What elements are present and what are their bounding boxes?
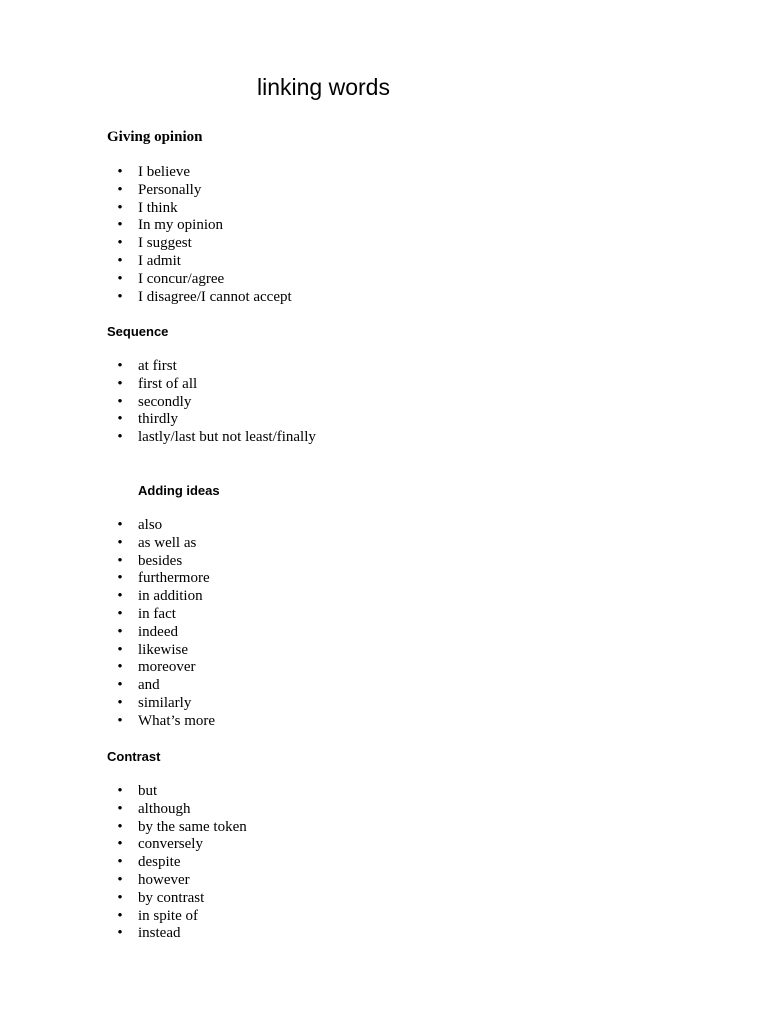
bullet-icon: • bbox=[117, 659, 123, 676]
list-item-text: despite bbox=[138, 854, 181, 871]
section-heading-contrast: Contrast bbox=[107, 749, 161, 764]
list-item-text: similarly bbox=[138, 694, 192, 711]
bullet-icon: • bbox=[117, 641, 123, 658]
list-item-text: lastly/last but not least/finally bbox=[138, 429, 316, 446]
list-item-text: likewise bbox=[138, 641, 188, 658]
page-title: linking words bbox=[257, 74, 390, 100]
list-item bbox=[107, 200, 292, 218]
list-item bbox=[107, 553, 215, 571]
list-item bbox=[107, 836, 247, 854]
adding-ideas-list bbox=[107, 517, 215, 731]
list-item bbox=[107, 854, 247, 872]
list-item bbox=[107, 819, 247, 837]
list-item-text: although bbox=[138, 800, 191, 817]
bullet-icon: • bbox=[117, 871, 123, 888]
bullet-icon: • bbox=[117, 907, 123, 924]
bullet-icon: • bbox=[117, 393, 123, 410]
section-heading-adding-ideas: Adding ideas bbox=[138, 483, 220, 498]
list-item bbox=[107, 358, 316, 376]
list-item bbox=[107, 235, 292, 253]
bullet-icon: • bbox=[117, 235, 123, 252]
list-item bbox=[107, 570, 215, 588]
bullet-icon: • bbox=[117, 252, 123, 269]
bullet-icon: • bbox=[117, 358, 123, 374]
list-item-text: instead bbox=[138, 925, 181, 942]
list-item-text: secondly bbox=[138, 393, 192, 410]
list-item bbox=[107, 695, 215, 713]
list-item bbox=[107, 659, 215, 677]
list-item-text: I admit bbox=[138, 252, 181, 269]
list-item bbox=[107, 606, 215, 624]
list-item bbox=[107, 713, 215, 731]
bullet-icon: • bbox=[117, 800, 123, 817]
list-item-text: I disagree/I cannot accept bbox=[138, 288, 292, 305]
list-item-text: Personally bbox=[138, 181, 202, 198]
list-item bbox=[107, 217, 292, 235]
bullet-icon: • bbox=[117, 411, 123, 428]
bullet-icon: • bbox=[117, 836, 123, 853]
list-item-text: I think bbox=[138, 199, 178, 216]
list-item bbox=[107, 588, 215, 606]
list-item-text: moreover bbox=[138, 659, 196, 676]
bullet-icon: • bbox=[117, 217, 123, 234]
list-item-text: in fact bbox=[138, 605, 176, 622]
bullet-icon: • bbox=[117, 429, 123, 446]
list-item-text: What’s more bbox=[138, 712, 216, 729]
bullet-icon: • bbox=[117, 270, 123, 287]
list-item-text: but bbox=[138, 783, 158, 799]
list-item-text: however bbox=[138, 871, 190, 888]
giving-opinion-list bbox=[107, 164, 292, 306]
list-item-text: as well as bbox=[138, 534, 197, 551]
list-item-text: furthermore bbox=[138, 570, 210, 587]
list-item bbox=[107, 642, 215, 660]
bullet-icon: • bbox=[117, 517, 123, 533]
bullet-icon: • bbox=[117, 677, 123, 694]
bullet-icon: • bbox=[117, 623, 123, 640]
list-item-text: in spite of bbox=[138, 907, 198, 924]
bullet-icon: • bbox=[117, 375, 123, 392]
list-item bbox=[107, 429, 316, 447]
list-item bbox=[107, 925, 247, 943]
list-item-text: also bbox=[138, 517, 163, 533]
list-item bbox=[107, 289, 292, 307]
list-item bbox=[107, 394, 316, 412]
list-item-text: by the same token bbox=[138, 818, 247, 835]
list-item-text: conversely bbox=[138, 836, 203, 853]
list-item bbox=[107, 411, 316, 429]
list-item-text: by contrast bbox=[138, 889, 205, 906]
bullet-icon: • bbox=[117, 818, 123, 835]
bullet-icon: • bbox=[117, 588, 123, 605]
list-item-text: thirdly bbox=[138, 411, 178, 428]
list-item bbox=[107, 182, 292, 200]
list-item bbox=[107, 376, 316, 394]
bullet-icon: • bbox=[117, 925, 123, 942]
bullet-icon: • bbox=[117, 605, 123, 622]
list-item bbox=[107, 677, 215, 695]
bullet-icon: • bbox=[117, 199, 123, 216]
section-heading-sequence: Sequence bbox=[107, 324, 169, 339]
bullet-icon: • bbox=[117, 181, 123, 198]
list-item bbox=[107, 908, 247, 926]
sequence-list bbox=[107, 358, 316, 447]
list-item bbox=[107, 801, 247, 819]
list-item bbox=[107, 271, 292, 289]
list-item-text: I believe bbox=[138, 164, 191, 180]
list-item-text: at first bbox=[138, 358, 177, 374]
bullet-icon: • bbox=[117, 288, 123, 305]
list-item-text: first of all bbox=[138, 375, 198, 392]
bullet-icon: • bbox=[117, 694, 123, 711]
bullet-icon: • bbox=[117, 783, 123, 799]
list-item bbox=[107, 872, 247, 890]
list-item-text: besides bbox=[138, 552, 183, 569]
bullet-icon: • bbox=[117, 570, 123, 587]
bullet-icon: • bbox=[117, 552, 123, 569]
bullet-icon: • bbox=[117, 854, 123, 871]
list-item-text: I suggest bbox=[138, 235, 192, 252]
list-item bbox=[107, 253, 292, 271]
list-item-text: indeed bbox=[138, 623, 178, 640]
bullet-icon: • bbox=[117, 889, 123, 906]
list-item-text: and bbox=[138, 677, 160, 694]
bullet-icon: • bbox=[117, 534, 123, 551]
list-item bbox=[107, 890, 247, 908]
bullet-icon: • bbox=[117, 712, 123, 729]
contrast-list bbox=[107, 783, 247, 943]
section-heading-giving-opinion: Giving opinion bbox=[107, 129, 203, 145]
bullet-icon: • bbox=[117, 164, 123, 180]
list-item-text: in addition bbox=[138, 588, 203, 605]
list-item bbox=[107, 783, 247, 801]
list-item bbox=[107, 535, 215, 553]
list-item bbox=[107, 164, 292, 182]
list-item bbox=[107, 517, 215, 535]
list-item-text: In my opinion bbox=[138, 217, 223, 234]
list-item-text: I concur/agree bbox=[138, 270, 225, 287]
list-item bbox=[107, 624, 215, 642]
